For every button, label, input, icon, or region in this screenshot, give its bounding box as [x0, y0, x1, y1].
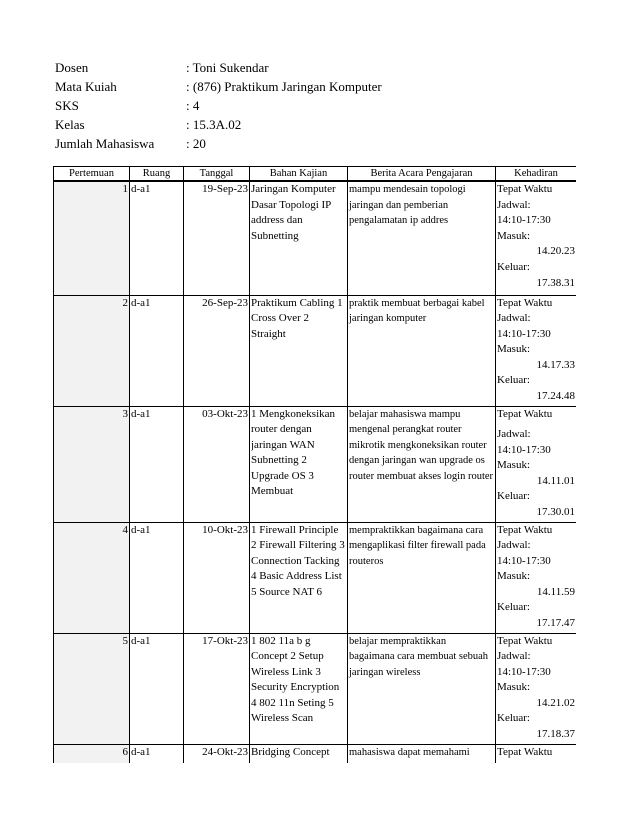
- berita-acara-text: belajar mahasiswa mampu mengenal perangkat router mikrotik mengkoneksikan router dengan jaringan wan upgrade os router membuat akses login router: [349, 408, 494, 482]
- schedule-time: 14:10-17:30: [497, 554, 551, 567]
- attendance-status: Tepat Waktu: [497, 183, 553, 195]
- check-in-time: 14.11.01: [536, 474, 575, 487]
- cell-berita-acara: mampu mendesain topologi jaringan dan pemberian pengalamatan ip addres: [348, 181, 496, 295]
- check-in-time: 14.11.59: [536, 585, 575, 598]
- cell-tanggal: 17-Okt-23: [184, 633, 250, 744]
- check-out-time: 17.17.47: [536, 617, 575, 630]
- cell-bahan-kajian: Bridging Concept: [250, 744, 348, 763]
- check-out-label: Keluar:: [497, 260, 530, 273]
- check-out-time: 17.38.31: [536, 276, 575, 289]
- info-value: : Toni Sukendar: [186, 60, 269, 75]
- table-row: [54, 633, 577, 744]
- bahan-kajian-text: 1 Mengkoneksikan router dengan jaringan WAN Subnetting 2 Upgrade OS 3 Membuat: [251, 407, 336, 498]
- cell-tanggal: 19-Sep-23: [184, 181, 250, 295]
- cell-berita-acara: belajar mempraktikkan bagaimana cara membuat sebuah jaringan wireless: [348, 633, 496, 744]
- check-out-time: 17.30.01: [536, 506, 575, 519]
- info-label: Kelas: [55, 117, 85, 132]
- schedule-time: 14:10-17:30: [497, 665, 551, 678]
- column-header: Tanggal: [184, 167, 250, 182]
- cell-ruang: d-a1: [130, 181, 184, 295]
- cell-kehadiran: [496, 522, 577, 633]
- schedule-time: 14:10-17:30: [497, 214, 551, 227]
- cell-tanggal: 10-Okt-23: [184, 522, 250, 633]
- cell-pertemuan: 1: [54, 181, 130, 295]
- cell-kehadiran: [496, 744, 577, 763]
- cell-berita-acara: mempraktikkan bagaimana cara mengaplikasi filter firewall pada routeros: [348, 522, 496, 633]
- column-header: Bahan Kajian: [250, 167, 348, 182]
- schedule-label: Jadwal:: [497, 198, 531, 211]
- cell-pertemuan: 2: [54, 295, 130, 406]
- check-out-label: Keluar:: [497, 601, 530, 614]
- cell-ruang: d-a1: [130, 406, 184, 522]
- schedule-label: Jadwal:: [497, 428, 531, 441]
- attendance-status: Tepat Waktu: [497, 523, 553, 536]
- cell-bahan-kajian: 1 Firewall Principle 2 Firewall Filtering 3 Connection Tacking 4 Basic Address List 5 Source NAT 6: [250, 522, 348, 633]
- attendance-status: Tepat Waktu: [497, 634, 553, 647]
- attendance-status: Tepat Waktu: [497, 407, 553, 420]
- cell-bahan-kajian: Jaringan Komputer Dasar Topologi IP address dan Subnetting: [250, 181, 348, 295]
- schedule-label: Jadwal:: [497, 650, 531, 663]
- check-out-label: Keluar:: [497, 490, 530, 503]
- cell-bahan-kajian: 1 802 11a b g Concept 2 Setup Wireless Link 3 Security Encryption 4 802 11n Seting 5 Wireless Scan: [250, 633, 348, 744]
- column-header: Ruang: [130, 167, 184, 182]
- cell-pertemuan: 3: [54, 406, 130, 522]
- cell-tanggal: 03-Okt-23: [184, 406, 250, 522]
- check-in-label: Masuk:: [497, 570, 530, 583]
- table-row: [54, 295, 577, 406]
- info-label: SKS: [55, 98, 79, 113]
- column-header: Berita Acara Pengajaran: [348, 167, 496, 182]
- cell-pertemuan: 5: [54, 633, 130, 744]
- attendance-status: Tepat Waktu: [497, 296, 553, 309]
- check-out-label: Keluar:: [497, 374, 530, 387]
- check-in-time: 14.21.02: [536, 696, 575, 709]
- schedule-time: 14:10-17:30: [497, 443, 551, 456]
- cell-bahan-kajian: [250, 406, 348, 522]
- cell-bahan-kajian: Praktikum Cabling 1 Cross Over 2 Straight: [250, 295, 348, 406]
- attendance-status: Tepat Waktu: [497, 745, 553, 758]
- check-in-time: 14.17.33: [536, 358, 575, 371]
- table-row: [54, 744, 577, 763]
- info-value: : 4: [186, 98, 200, 113]
- cell-berita-acara: praktik membuat berbagai kabel jaringan komputer: [348, 295, 496, 406]
- cell-pertemuan: 4: [54, 522, 130, 633]
- cell-ruang: d-a1: [130, 633, 184, 744]
- schedule-label: Jadwal:: [497, 312, 531, 325]
- cell-kehadiran: [496, 295, 577, 406]
- cell-kehadiran: [496, 406, 577, 522]
- info-label: Mata Kuiah: [55, 79, 117, 94]
- check-out-time: 17.24.48: [536, 390, 575, 403]
- check-in-label: Masuk:: [497, 229, 530, 242]
- cell-tanggal: 26-Sep-23: [184, 295, 250, 406]
- info-label: Jumlah Mahasiswa: [55, 136, 155, 151]
- cell-ruang: d-a1: [130, 295, 184, 406]
- check-out-label: Keluar:: [497, 712, 530, 725]
- check-in-label: Masuk:: [497, 459, 530, 472]
- cell-berita-acara: mahasiswa dapat memahami: [348, 744, 496, 763]
- check-in-time: 14.20.23: [536, 245, 575, 258]
- cell-berita-acara: [348, 406, 496, 522]
- column-header: Kehadiran: [496, 167, 577, 182]
- info-label: Dosen: [55, 60, 89, 75]
- table-row: [54, 406, 577, 522]
- check-out-time: 17.18.37: [536, 728, 575, 741]
- check-in-label: Masuk:: [497, 681, 530, 694]
- check-in-label: Masuk:: [497, 343, 530, 356]
- info-value: : 20: [186, 136, 206, 151]
- table-header-row: [54, 167, 577, 182]
- schedule-time: 14:10-17:30: [497, 327, 551, 340]
- table-row: [54, 181, 577, 295]
- cell-ruang: d-a1: [130, 522, 184, 633]
- attendance-table: [53, 166, 576, 763]
- cell-pertemuan: 6: [54, 744, 130, 763]
- attendance-table-container: [53, 166, 576, 763]
- cell-tanggal: 24-Okt-23: [184, 744, 250, 763]
- schedule-label: Jadwal:: [497, 539, 531, 552]
- cell-ruang: d-a1: [130, 744, 184, 763]
- column-header: Pertemuan: [54, 167, 130, 182]
- info-value: : 15.3A.02: [186, 117, 242, 132]
- cell-kehadiran: [496, 633, 577, 744]
- cell-kehadiran: [496, 181, 577, 295]
- table-row: [54, 522, 577, 633]
- info-value: : (876) Praktikum Jaringan Komputer: [186, 79, 382, 94]
